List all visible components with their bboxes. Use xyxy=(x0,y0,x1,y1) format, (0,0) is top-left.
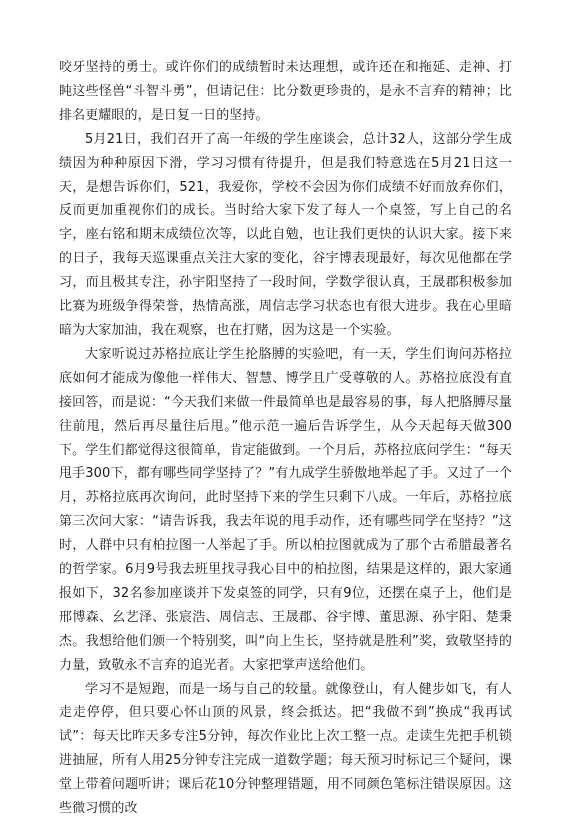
paragraph-continuation: 咬牙坚持的勇士。或许你们的成绩暂时未达理想，或许还在和拖延、走神、打盹这些怪兽“斗智斗勇”，但请记住：比分数更珍贵的，是永不言弃的精神；比排名更耀眼的，是日复一日的坚持。 xyxy=(59,60,512,123)
paragraph-seminar: 5月21日，我们召开了高一年级的学生座谈会，总计32人，这部分学生成绩因为种种原因下滑，学习习惯有待提升，但是我们特意选在5月21日这一天，是想告诉你们，521，我爱你，学校不会因为你们成绩不好而放弃你们，反而更加重视你们的成长。当时给大家下发了每人一个桌签，写上自己的名字，座右铭和期末成绩位次等，以此自勉，也让我们更快的认识大家。接下来的日子，我每天巡课重点关注大家的变化，谷宇博表现最好，每次见他都在学习，而且极其专注，孙宇阳坚持了一段时间，学数学很认真，王晟郡积极参加比赛为班级争得荣誉，热情高涨，周信志学习状态也有很大进步。我在心里暗暗为大家加油，我在观察，也在打赌，因为这是一个实验。 xyxy=(59,131,512,338)
paragraph-socrates-story: 大家听说过苏格拉底让学生抡胳膊的实验吧，有一天，学生们询问苏格拉底如何才能成为像他一样伟大、智慧、博学且广受尊敬的人。苏格拉底没有直接回答，而是说：“今天我们来做一件最简单也是最容易的事，每人把胳膊尽量往前甩，然后再尽量往后甩。”他示范一遍后告诉学生，从今天起每天做300下。学生们都觉得这很简单，肯定能做到。一个月后，苏格拉底问学生：“每天甩手300下，都有哪些同学坚持了？”有九成学生骄傲地举起了手。又过了一个月，苏格拉底再次询问，此时坚持下来的学生只剩下八成。一年后，苏格拉底第三次问大家：“请告诉我，我去年说的甩手动作，还有哪些同学在坚持？”这时，人群中只有柏拉图一人举起了手。所以柏拉图就成为了那个古希腊最著名的哲学家。6月9号我去班里找寻我心目中的柏拉图，结果是这样的，跟大家通报如下，32名参加座谈并下发桌签的同学，只有9位，还摆在桌子上，他们是邢博森、幺艺泽、张宸浩、周信志、王晟郡、谷宇博、董思源、孙宇阳、楚秉杰。我想给他们颁一个特别奖，叫“向上生长，坚持就是胜利”奖，致敬坚持的力量，致敬永不言弃的追光者。大家把掌声送给他们。 xyxy=(59,346,512,673)
paragraph-learning-habits: 学习不是短跑，而是一场与自己的较量。就像登山，有人健步如飞，有人走走停停，但只要心怀山顶的风景，终会抵达。把“我做不到”换成“我再试试”：每天比昨天多专注5分钟，每次作业比上次工整一点。走读生先把手机锁进抽屉，所有人用25分钟专注完成一道数学题；每天预习时标记三个疑问，课堂上带着问题听讲；课后花10分钟整理错题，用不同颜色笔标注错误原因。这些微习惯的改 xyxy=(59,681,512,817)
